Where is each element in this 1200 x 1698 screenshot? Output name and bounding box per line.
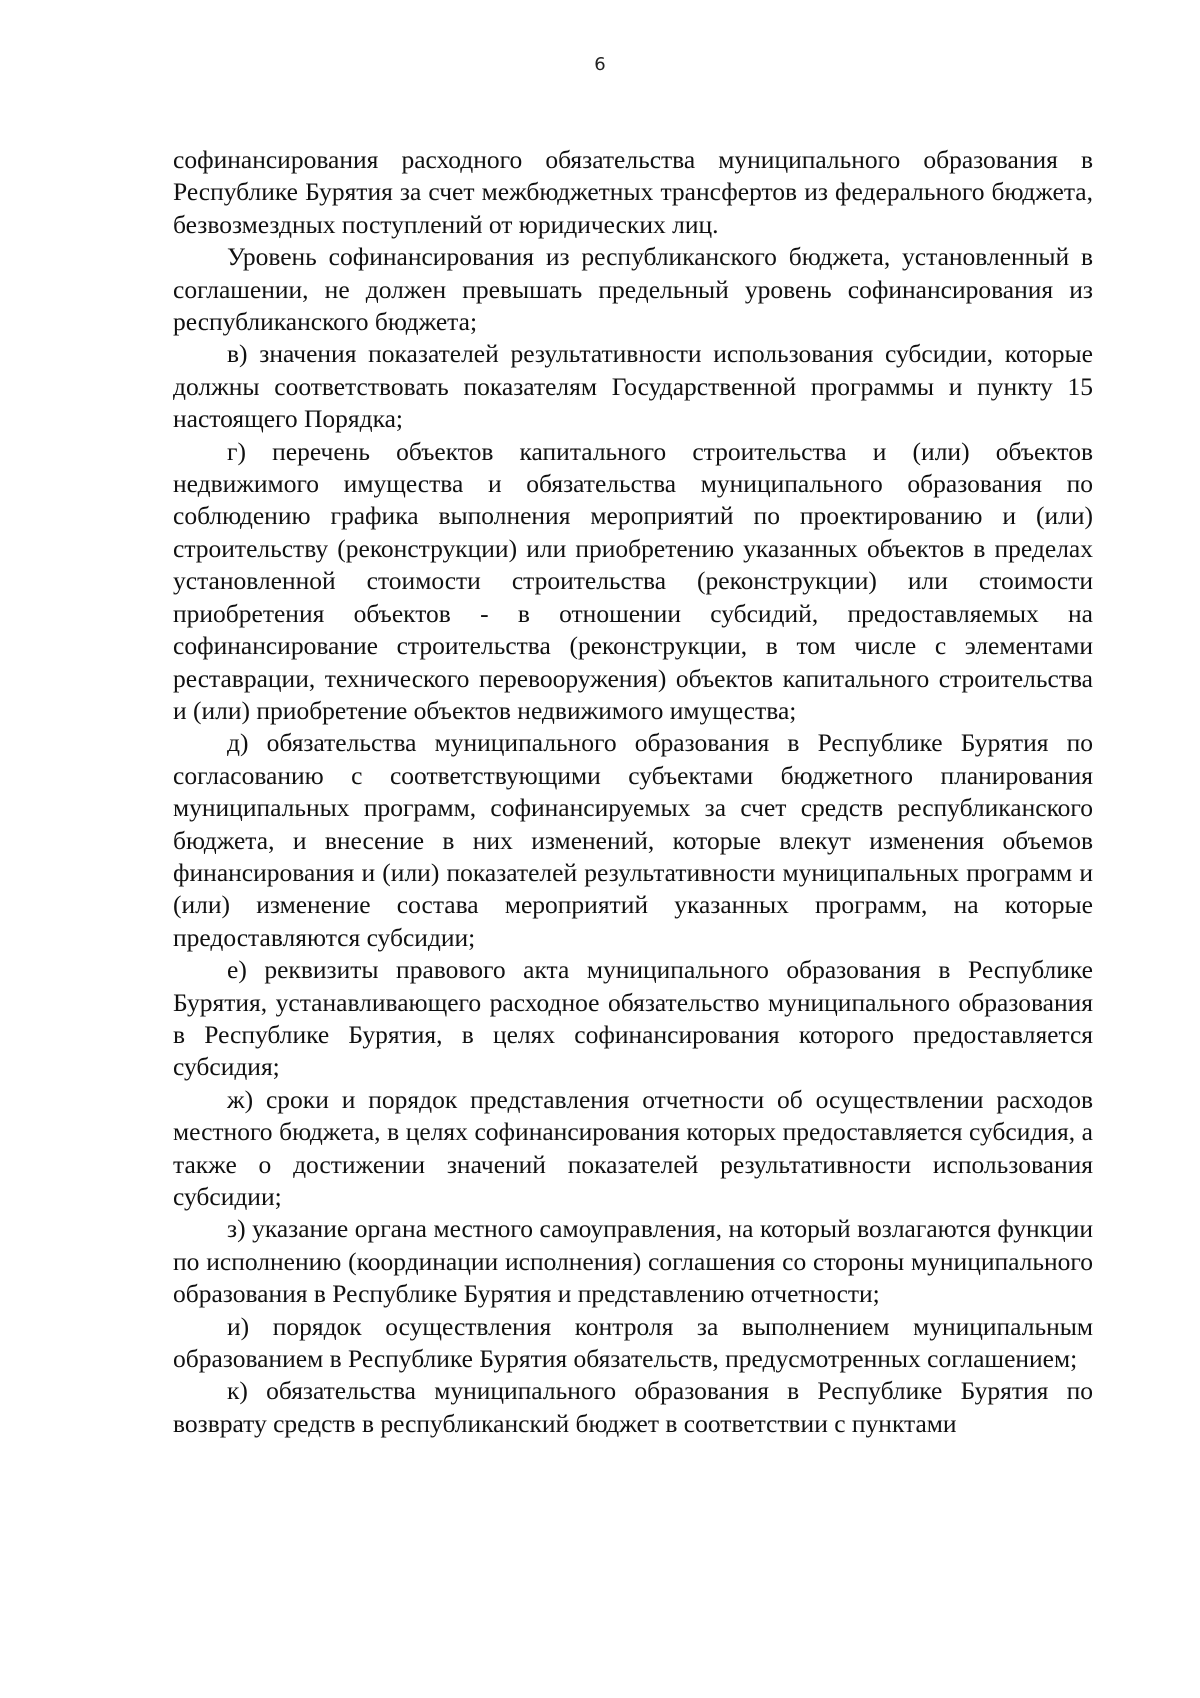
paragraph-item-z: з) указание органа местного самоуправления, на который возлагаются функции по исполнению (координации исполнения) соглашения со стороны муниципального образования в Республике Бурятия и представлению отчетности; (173, 1214, 1093, 1309)
paragraph-item-g: г) перечень объектов капитального строительства и (или) объектов недвижимого имущества и обязательства муниципального образования по соблюдению графика выполнения мероприятий по проектированию и (или) строительству (реконструкции) или приобретению указанных объектов в пределах установленной стоимости строительства (реконструкции) или стоимости приобретения объектов - в отношении субсидий, предоставляемых на софинансирование строительства (реконструкции, в том числе с элементами реставрации, технического перевооружения) объектов капитального строительства и (или) приобретение объектов недвижимого имущества; (173, 436, 1093, 725)
paragraph-item-k: к) обязательства муниципального образования в Республике Бурятия по возврату средств в республиканский бюджет в соответствии с пунктами (173, 1376, 1093, 1438)
paragraph-item-v: в) значения показателей результативности использования субсидии, которые должны соответствовать показателям Государственной программы и пункту 15 настоящего Порядка; (173, 339, 1093, 434)
document-body (173, 144, 1093, 1440)
paragraph-cofinancing-level: Уровень софинансирования из республиканского бюджета, установленный в соглашении, не должен превышать предельный уровень софинансирования из республиканского бюджета; (173, 242, 1093, 337)
paragraph-item-d: д) обязательства муниципального образования в Республике Бурятия по согласованию с соответствующими субъектами бюджетного планирования муниципальных программ, софинансируемых за счет средств республиканского бюджета, и внесение в них изменений, которые влекут изменения объемов финансирования и (или) показателей результативности муниципальных программ и (или) изменение состава мероприятий указанных программ, на которые предоставляются субсидии; (173, 728, 1093, 952)
paragraph-item-e: е) реквизиты правового акта муниципального образования в Республике Бурятия, устанавливающего расходное обязательство муниципального образования в Республике Бурятия, в целях софинансирования которого предоставляется субсидия; (173, 955, 1093, 1082)
paragraph-continuation: софинансирования расходного обязательства муниципального образования в Республике Бурятия за счет межбюджетных трансфертов из федерального бюджета, безвозмездных поступлений от юридических лиц. (173, 145, 1093, 239)
page-number: 6 (594, 54, 606, 75)
paragraph-item-i: и) порядок осуществления контроля за выполнением муниципальным образованием в Республике Бурятия обязательств, предусмотренных соглашением; (173, 1311, 1093, 1374)
paragraph-item-zh: ж) сроки и порядок представления отчетности об осуществлении расходов местного бюджета, в целях софинансирования которых предоставляется субсидия, а также о достижении значений показателей результативности использования субсидии; (173, 1084, 1093, 1211)
